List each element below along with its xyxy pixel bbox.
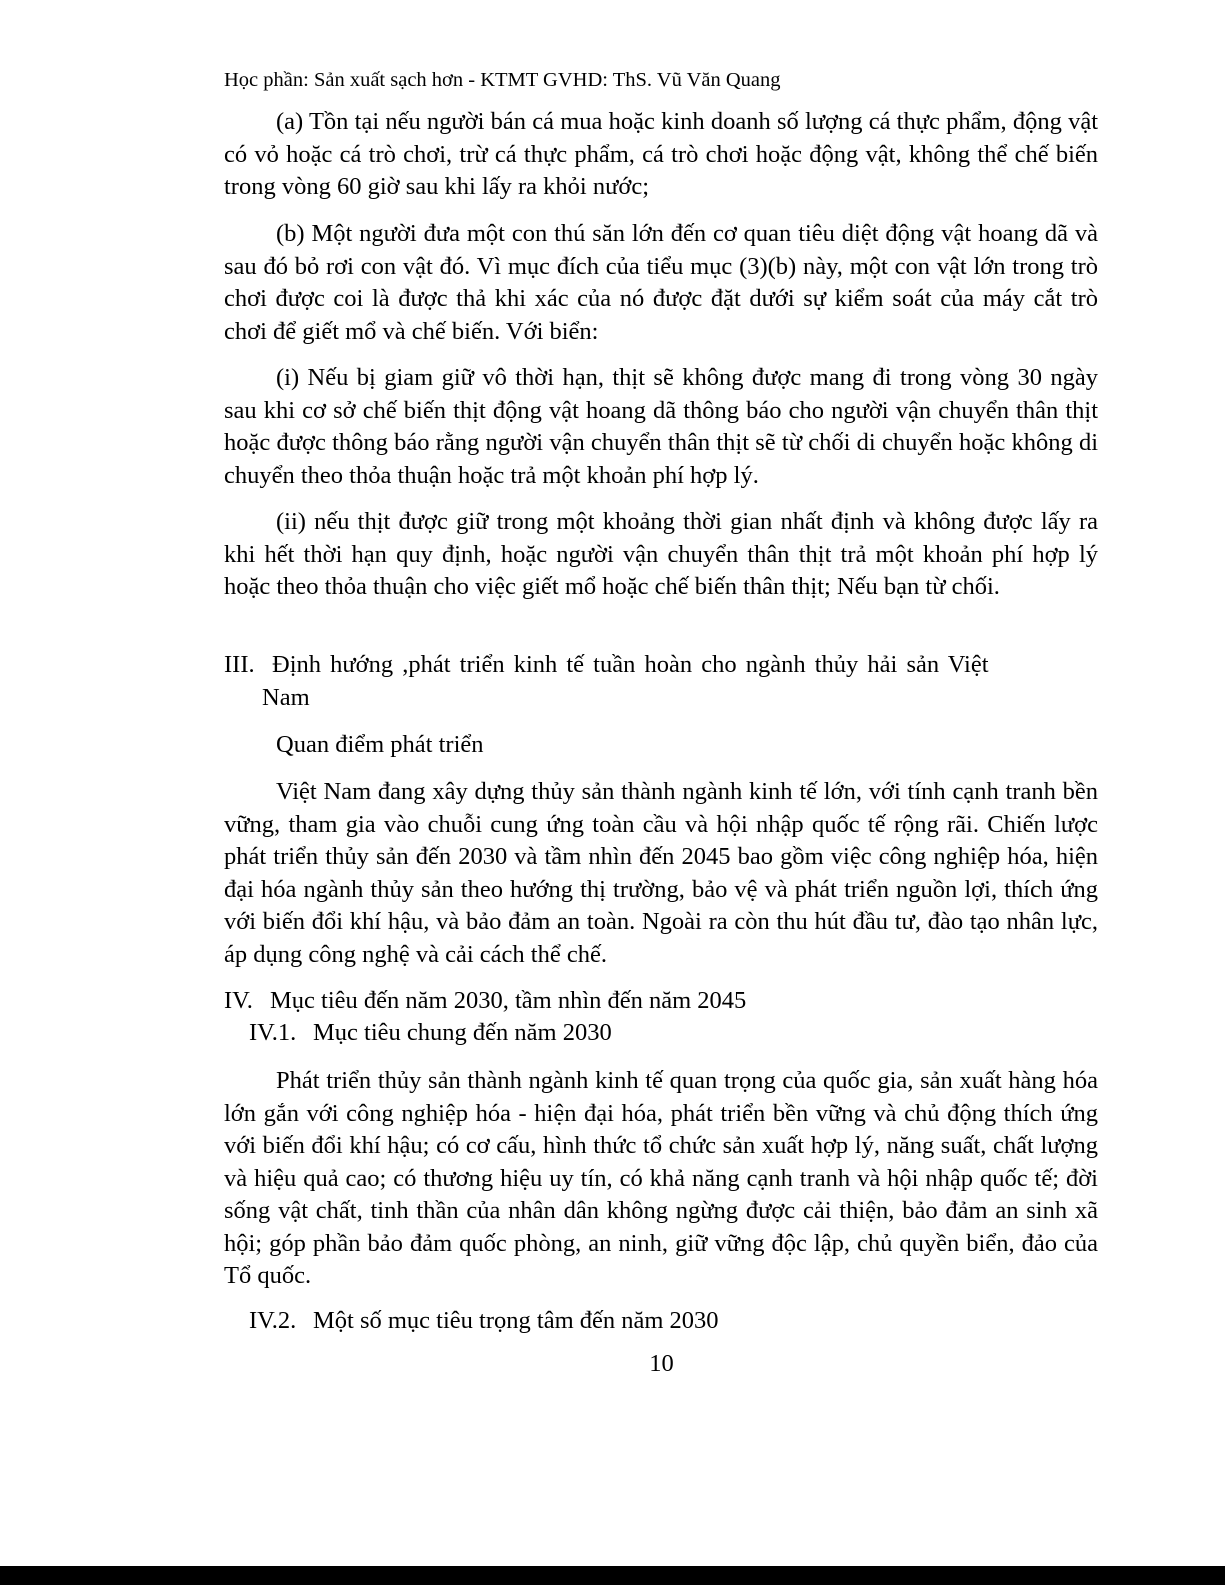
paragraph-ii: (ii) nếu thịt được giữ trong một khoảng thời gian nhất định và không được lấy ra khi hết thời hạn quy định, hoặc người vận chuyển thân thịt trả một khoản phí hợp lý hoặc theo thỏa thuận cho việc giết mổ hoặc chế biến thân thịt; Nếu bạn từ chối. — [224, 508, 1098, 600]
section-number: IV.1. — [249, 1019, 297, 1046]
paragraph-b: (b) Một người đưa một con thú săn lớn đến cơ quan tiêu diệt động vật hoang dã và sau đó bỏ rơi con vật đó. Vì mục đích của tiểu mục (3)(b) này, một con vật lớn trong trò chơi được coi là được thả khi xác của nó được đặt dưới sự kiểm soát của máy cắt trò chơi để giết mổ và chế biến. Với biển: — [224, 220, 1098, 345]
section-title: Định hướng ,phát triển kinh tế tuần hoàn cho ngành thủy hải sản Việt — [272, 651, 989, 678]
section-heading-iv-2 — [249, 1305, 719, 1338]
section-number: III. — [224, 651, 255, 678]
section-heading-iii-continued: Nam — [262, 684, 310, 711]
paragraph-vietnam-strategy: Việt Nam đang xây dựng thủy sản thành ngành kinh tế lớn, với tính cạnh tranh bền vững, tham gia vào chuỗi cung ứng toàn cầu và hội nhập quốc tế rộng rãi. Chiến lược phát triển thủy sản đến 2030 và tầm nhìn đến 2045 bao gồm việc công nghiệp hóa, hiện đại hóa ngành thủy sản theo hướng thị trường, bảo vệ và phát triển nguồn lợi, thích ứng với biến đổi khí hậu, và bảo đảm an toàn. Ngoài ra còn thu hút đầu tư, đào tạo nhân lực, áp dụng công nghệ và cải cách thể chế. — [224, 778, 1098, 968]
paragraph-i: (i) Nếu bị giam giữ vô thời hạn, thịt sẽ không được mang đi trong vòng 30 ngày sau khi cơ sở chế biến thịt động vật hoang dã thông báo cho người vận chuyển thân thịt hoặc được thông báo rằng người vận chuyển thân thịt sẽ từ chối di chuyển hoặc không di chuyển theo thỏa thuận hoặc trả một khoản phí hợp lý. — [224, 364, 1098, 489]
section-heading-iv — [224, 985, 746, 1018]
page-number: 10 — [649, 1350, 674, 1377]
page-bottom-border — [0, 1566, 1225, 1585]
section-number: IV. — [224, 987, 253, 1014]
section-heading-iv-1 — [249, 1017, 612, 1050]
section-title: Mục tiêu đến năm 2030, tầm nhìn đến năm 2045 — [270, 987, 747, 1014]
paragraph-general-goal: Phát triển thủy sản thành ngành kinh tế quan trọng của quốc gia, sản xuất hàng hóa lớn gắn với công nghiệp hóa - hiện đại hóa, phát triển bền vững và chủ động thích ứng với biến đổi khí hậu; có cơ cấu, hình thức tổ chức sản xuất hợp lý, năng suất, chất lượng và hiệu quả cao; có thương hiệu uy tín, có khả năng cạnh tranh và hội nhập quốc tế; đời sống vật chất, tinh thần của nhân dân không ngừng được cải thiện, bảo đảm an sinh xã hội; góp phần bảo đảm quốc phòng, an ninh, giữ vững độc lập, chủ quyền biển, đảo của Tổ quốc. — [224, 1067, 1098, 1289]
section-title: Mục tiêu chung đến năm 2030 — [313, 1019, 612, 1046]
section-heading-iii — [224, 649, 989, 682]
running-header: Học phần: Sản xuất sạch hơn - KTMT GVHD: ThS. Vũ Văn Quang — [224, 69, 781, 91]
subheading-development-view: Quan điểm phát triển — [276, 731, 484, 758]
section-number: IV.2. — [249, 1307, 297, 1334]
section-title: Một số mục tiêu trọng tâm đến năm 2030 — [313, 1307, 719, 1334]
paragraph-a: (a) Tồn tại nếu người bán cá mua hoặc kinh doanh số lượng cá thực phẩm, động vật có vỏ hoặc cá trò chơi, trừ cá thực phẩm, cá trò chơi hoặc động vật, không thể chế biến trong vòng 60 giờ sau khi lấy ra khỏi nước; — [224, 108, 1098, 200]
